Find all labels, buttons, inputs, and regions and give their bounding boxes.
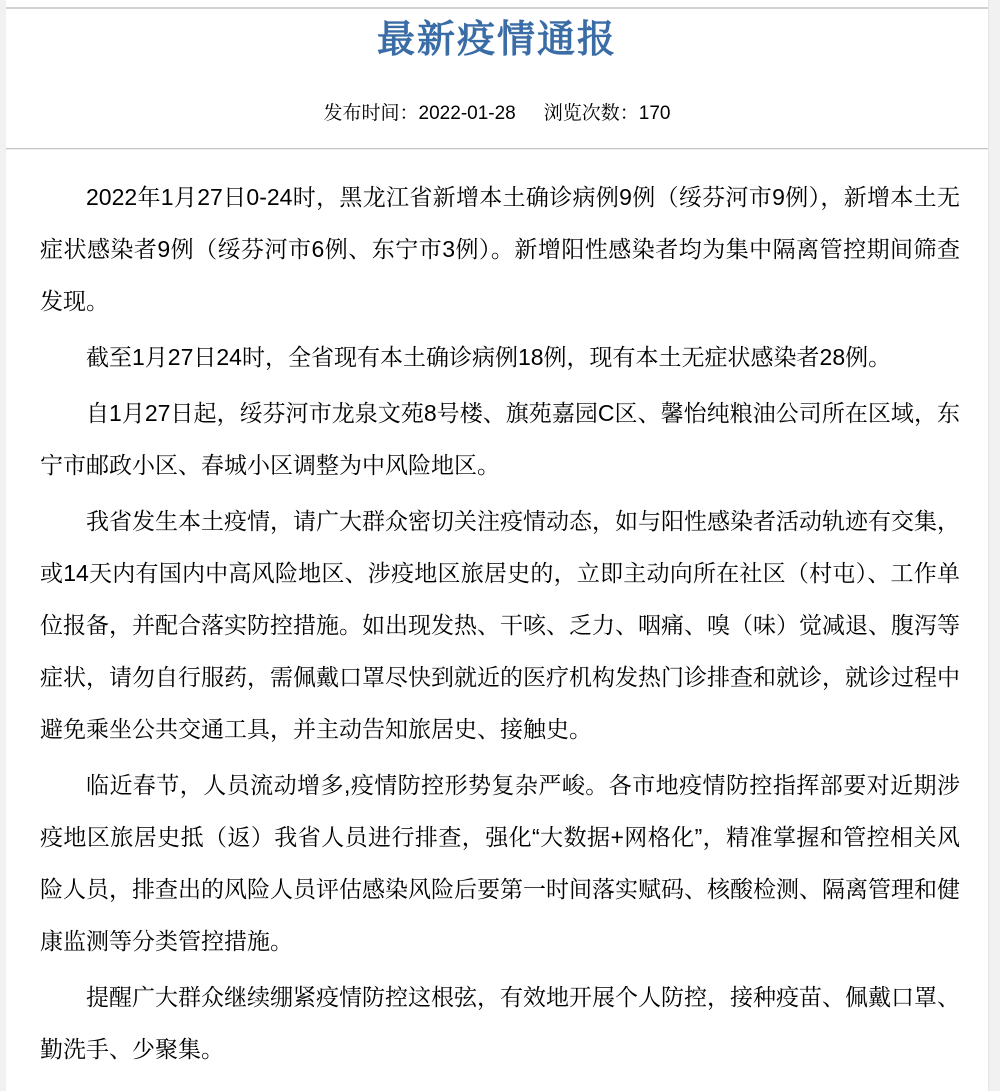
top-border-line: [6, 7, 988, 9]
publish-time-label: 发布时间：: [323, 102, 419, 124]
article-paragraph-5: 临近春节，人员流动增多,疫情防控形势复杂严峻。各市地疫情防控指挥部要对近期涉疫地区旅居史抵（返）我省人员进行排查，强化“大数据+网格化”，精准掌握和管控相关风险人员，排查出的风险人员评估感染风险后要第一时间落实赋码、核酸检测、隔离管理和健康监测等分类管控措施。: [40, 771, 960, 954]
content-card: [6, 0, 988, 1091]
article-paragraph-4: 我省发生本土疫情，请广大群众密切关注疫情动态，如与阳性感染者活动轨迹有交集，或14天内有国内中高风险地区、涉疫地区旅居史的，立即主动向所在社区（村屯）、工作单位报备，并配合落实防控措施。如出现发热、干咳、乏力、咽痛、嗅（味）觉减退、腹泻等症状，请勿自行服药，需佩戴口罩尽快到就近的医疗机构发热门诊排查和就诊，就诊过程中避免乘坐公共交通工具，并主动告知旅居史、接触史。: [40, 507, 960, 742]
publish-meta: [6, 102, 988, 126]
publish-time-value: 2022-01-28: [418, 102, 516, 124]
article-paragraph-2: 截至1月27日24时，全省现有本土确诊病例18例，现有本土无症状感染者28例。: [86, 343, 892, 370]
document-header: [6, 17, 988, 126]
view-count-value: 170: [638, 102, 671, 124]
article-paragraph-6: 提醒广大群众继续绷紧疫情防控这根弦，有效地开展个人防控，接种疫苗、佩戴口罩、勤洗手、少聚集。: [40, 983, 960, 1062]
page-gutter-right: [988, 0, 1000, 1091]
article-paragraph-1: 2022年1月27日0-24时，黑龙江省新增本土确诊病例9例（绥芬河市9例），新增本土无症状感染者9例（绥芬河市6例、东宁市3例）。新增阳性感染者均为集中隔离管控期间筛查发现。: [40, 183, 960, 314]
view-count-label: 浏览次数：: [543, 102, 639, 124]
publish-time: [324, 103, 516, 124]
article-body: [6, 150, 988, 1075]
page-title: 最新疫情通报: [376, 19, 617, 61]
article-paragraph-3: 自1月27日起，绥芬河市龙泉文苑8号楼、旗苑嘉园C区、馨怡纯粮油公司所在区域，东宁市邮政小区、春城小区调整为中风险地区。: [40, 399, 960, 478]
view-count: [544, 103, 671, 124]
